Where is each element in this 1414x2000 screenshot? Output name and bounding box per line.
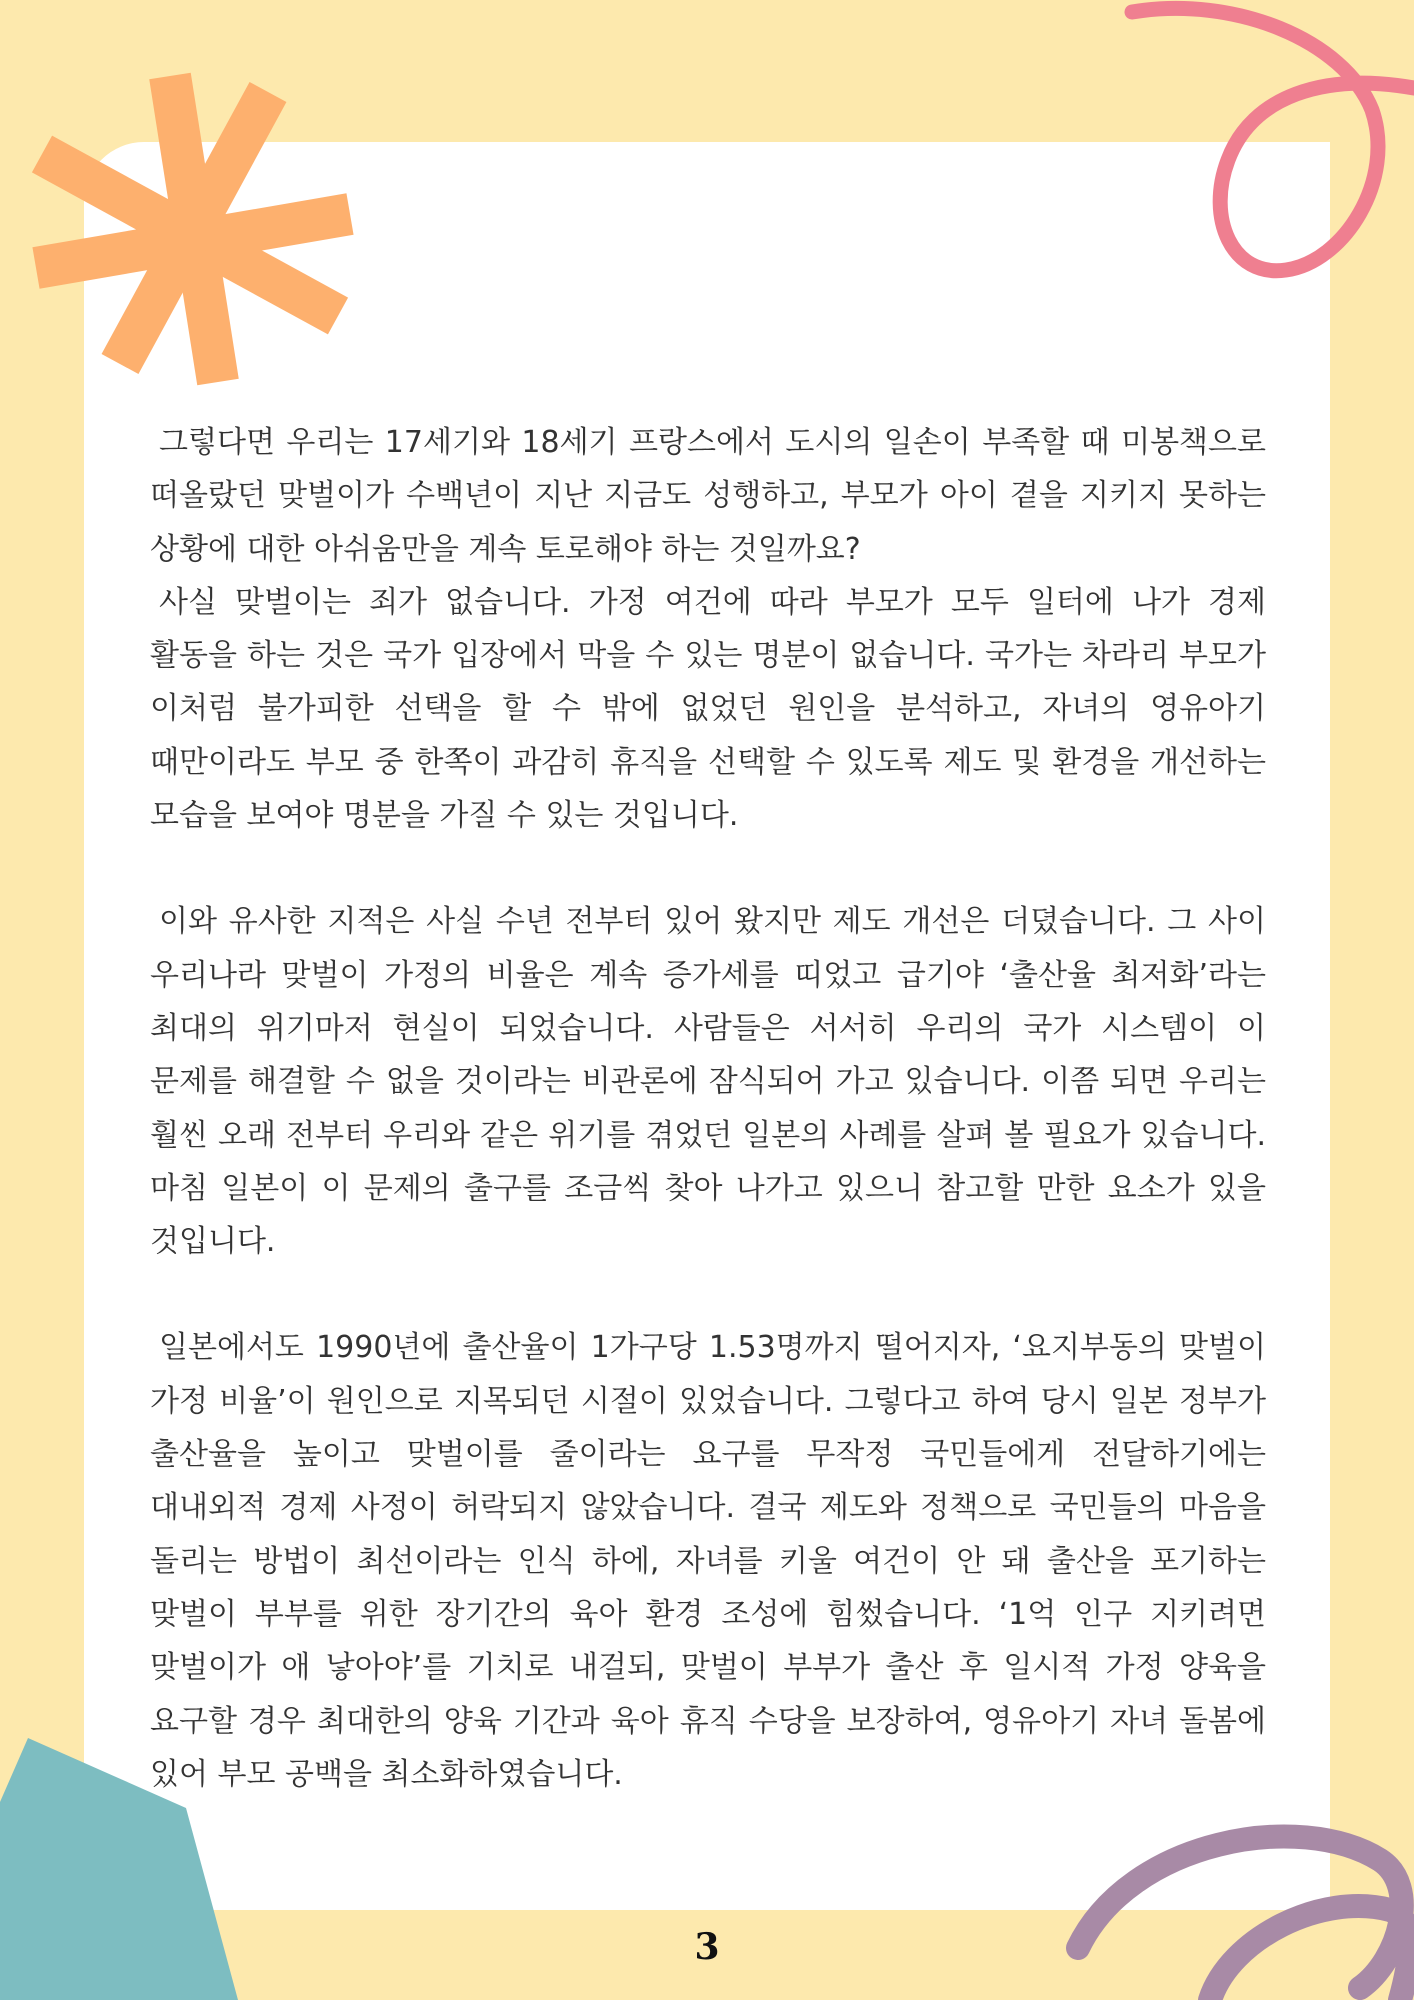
- page-number: 3: [694, 1926, 720, 1968]
- paragraph-1: 그렇다면 우리는 17세기와 18세기 프랑스에서 도시의 일손이 부족할 때 미봉책으로 떠올랐던 맞벌이가 수백년이 지난 지금도 성행하고, 부모가 아이 곁을 지키지 못하는 상황에 대한 아쉬움만을 계속 토로해야 하는 것일까요?: [150, 425, 1266, 567]
- paragraph-4: 일본에서도 1990년에 출산율이 1가구당 1.53명까지 떨어지자, ‘요지부동의 맞벌이 가정 비율’이 원인으로 지목되던 시절이 있었습니다. 그렇다고 하여 당시 일본 정부가 출산율을 높이고 맞벌이를 줄이라는 요구를 무작정 국민들에게 전달하기에는 대내외적 경제 사정이 허락되지 않았습니다. 결국 제도와 정책으로 국민들의 마음을 돌리는 방법이 최선이라는 인식 하에, 자녀를 키울 여건이 안 돼 출산을 포기하는 맞벌이 부부를 위한 장기간의 육아 환경 조성에 힘썼습니다. ‘1억 인구 지키려면 맞벌이가 애 낳아야’를 기치로 내걸되, 맞벌이 부부가 출산 후 일시적 가정 양육을 요구할 경우 최대한의 양육 기간과 육아 휴직 수당을 보장하여, 영유아기 자녀 돌봄에 있어 부모 공백을 최소화하였습니다.: [150, 1330, 1266, 1792]
- paragraph-3: 이와 유사한 지적은 사실 수년 전부터 있어 왔지만 제도 개선은 더뎠습니다. 그 사이 우리나라 맞벌이 가정의 비율은 계속 증가세를 띠었고 급기야 ‘출산율 최저화’라는 최대의 위기마저 현실이 되었습니다. 사람들은 서서히 우리의 국가 시스템이 이 문제를 해결할 수 없을 것이라는 비관론에 잠식되어 가고 있습니다. 이쯤 되면 우리는 훨씬 오래 전부터 우리와 같은 위기를 겪었던 일본의 사례를 살펴 볼 필요가 있습니다. 마침 일본이 이 문제의 출구를 조금씩 찾아 나가고 있으니 참고할 만한 요소가 있을 것입니다.: [150, 904, 1266, 1260]
- paragraph-2: 사실 맞벌이는 죄가 없습니다. 가정 여건에 따라 부모가 모두 일터에 나가 경제 활동을 하는 것은 국가 입장에서 막을 수 있는 명분이 없습니다. 국가는 차라리 부모가 이처럼 불가피한 선택을 할 수 밖에 없었던 원인을 분석하고, 자녀의 영유아기 때만이라도 부모 중 한쪽이 과감히 휴직을 선택할 수 있도록 제도 및 환경을 개선하는 모습을 보여야 명분을 가질 수 있는 것입니다.: [150, 584, 1266, 834]
- article-body: [150, 416, 1266, 1801]
- asterisk-shape: [0, 0, 380, 400]
- purple-loop-squiggle: [1060, 1820, 1414, 2000]
- pink-loop-squiggle: [1114, 0, 1414, 300]
